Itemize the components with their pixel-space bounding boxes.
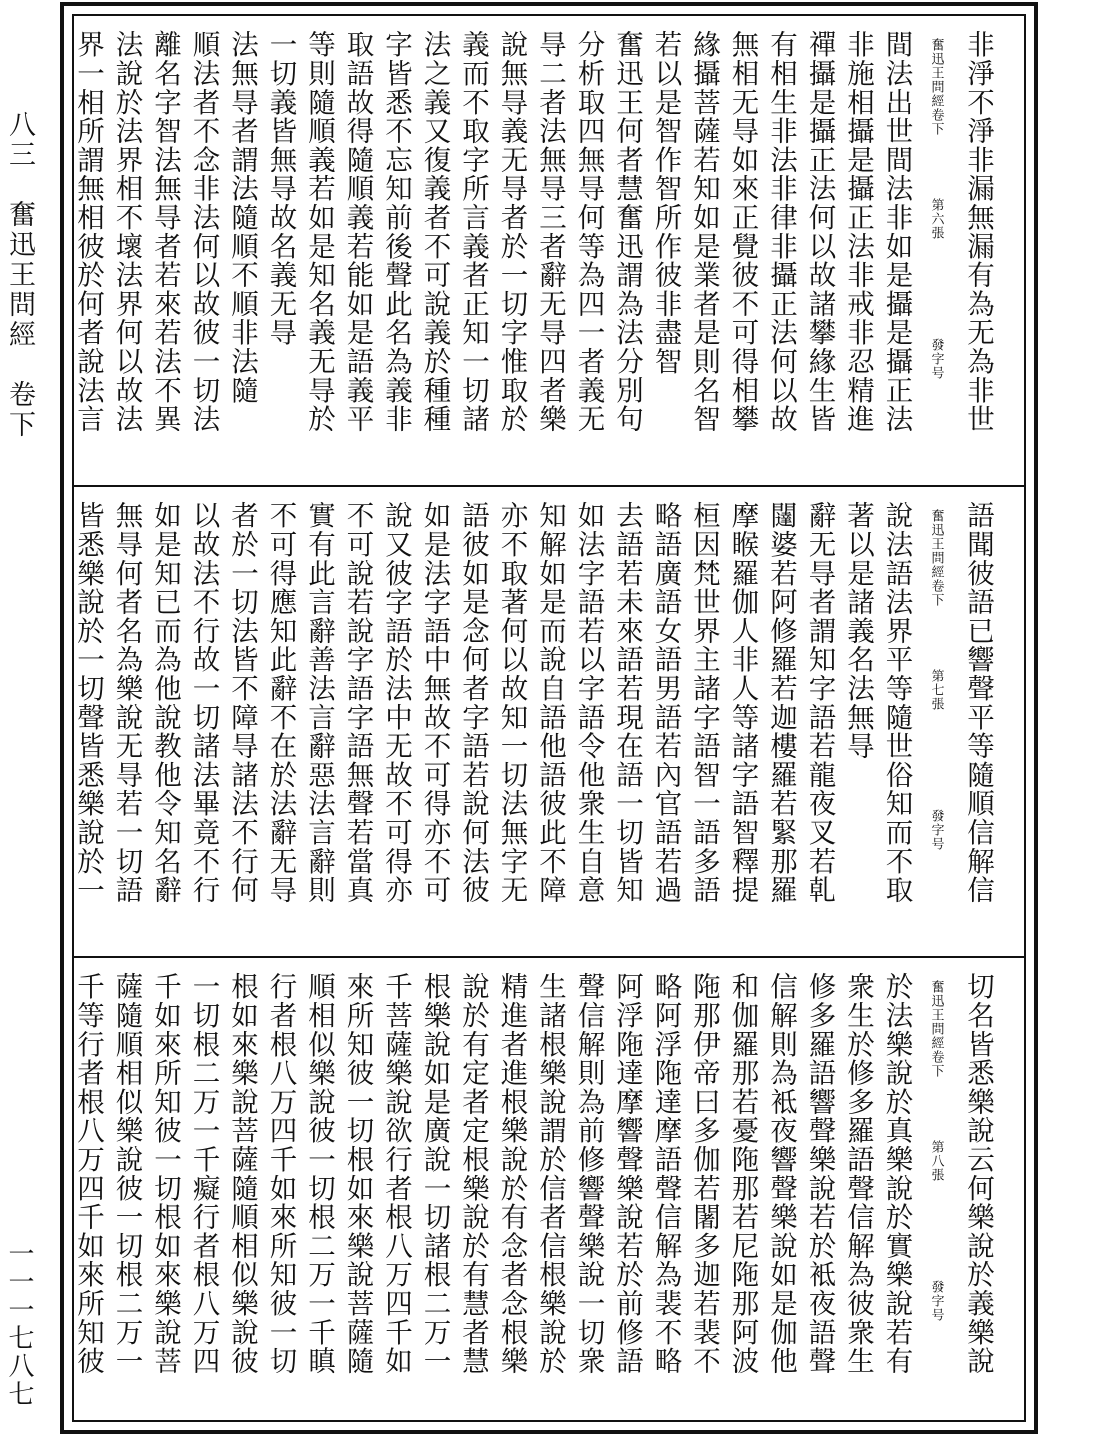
text-column: 如是法字語中無故不可得亦不可 [418, 501, 451, 905]
text-column: 如法字語若以字語令他衆生自意 [572, 501, 605, 905]
text-column: 離名字智法無㝵者若來若法不異 [149, 30, 181, 434]
side-margin-page-number: 一一一七八七 [4, 1240, 34, 1408]
text-column: 實有此言辭善法言辭惡法言辭則 [303, 501, 335, 905]
text-column: 不可得應知此辭不在於法辭无㝵 [264, 501, 297, 905]
text-column: 去語若未來語若現在語一切皆知 [611, 501, 643, 905]
text-column: 闥婆若阿修羅若迦樓羅若緊那羅 [765, 501, 797, 905]
panel-header [920, 38, 954, 458]
text-column: 信解則為袛夜響聲樂說如是伽他 [765, 972, 797, 1376]
text-column: 非施相攝是攝正法非戒非忍精進 [842, 30, 874, 434]
panel-header [920, 980, 954, 1400]
text-column: 說無㝵義无㝵者於一切字惟取於 [495, 30, 528, 434]
text-column: 根樂說如是廣說一切諸根二万一 [418, 972, 451, 1376]
text-column: 聲信解則為前修響聲樂說一切衆 [572, 972, 605, 1376]
panel-header-leaf: 第七張 [928, 669, 944, 711]
text-column: 禪攝是攝正法何以故諸攀緣生皆 [803, 30, 836, 434]
text-column: 亦不取著何以故知一切法無字无 [495, 501, 528, 905]
text-column: 根如來樂說菩薩隨順相似樂說彼 [226, 972, 258, 1376]
text-panel-1 [74, 16, 1024, 485]
text-column: 薩隨順相似樂說彼一切根二万一 [110, 972, 143, 1376]
text-column: 著以是諸義名法無㝵 [842, 501, 874, 761]
text-column: 字皆悉不忘知前後聲此名為義非 [380, 30, 412, 434]
text-column: 法無㝵者謂法隨順不順非法隨 [226, 30, 258, 405]
text-column: 知解如是而說自語他語彼此不障 [534, 501, 566, 905]
text-column: 和伽羅那若憂陁那若尼陁那阿波 [726, 972, 759, 1376]
text-column: 㝵二者法無㝵三者辭无㝵四者樂 [534, 30, 566, 434]
panel-header [920, 509, 954, 929]
text-column: 不可說若說字語字語無聲若當真 [341, 501, 374, 905]
text-column: 略阿浮陁達摩語聲信解為裴不略 [649, 972, 682, 1376]
text-column: 取語故得隨順義若能如是語義平 [341, 30, 374, 434]
panel-header-title: 奮迅王問經卷下 [928, 509, 944, 607]
text-column: 法說於法界相不壞法界何以故法 [110, 30, 143, 434]
panel-header-mark: 發字号 [928, 809, 944, 851]
text-column: 分析取四無㝵何等為四一者義无 [572, 30, 605, 434]
text-column: 皆悉樂說於一切聲皆悉樂說於一 [72, 501, 104, 905]
text-column: 千如來所知彼一切根如來樂說菩 [149, 972, 181, 1376]
text-column: 法之義又復義者不可說義於種種 [418, 30, 451, 434]
text-column: 無相无㝵如來正覺彼不可得相攀 [726, 30, 759, 434]
text-column: 摩睺羅伽人非人等諸字語智釋提 [726, 501, 759, 905]
text-column: 有相生非法非律非攝正法何以故 [765, 30, 797, 434]
panel-header-title: 奮迅王問經卷下 [928, 38, 944, 136]
text-column: 間法出世間法非如是攝是攝正法 [880, 30, 913, 434]
text-column: 奮迅王何者慧奮迅謂為法分別句 [611, 30, 643, 434]
text-column: 順法者不念非法何以故彼一切法 [187, 30, 220, 434]
text-column: 略語廣語女語男語若內官語若過 [649, 501, 682, 905]
text-column: 等則隨順義若如是知名義无㝵於 [303, 30, 335, 434]
text-column: 千菩薩樂說欲行者根八万四千如 [380, 972, 412, 1376]
page-inner-frame [72, 14, 1026, 1422]
text-column: 桓因梵世界主諸字語智一語多語 [688, 501, 720, 905]
text-column: 說又彼字語於法中无故不可得亦 [380, 501, 412, 905]
text-column: 語彼如是念何者字語若說何法彼 [457, 501, 489, 905]
text-column: 衆生於修多羅語聲信解為彼衆生 [842, 972, 874, 1376]
text-column: 如是知已而為他說教他令知名辭 [149, 501, 181, 905]
text-column: 修多羅語響聲樂說若於袛夜語聲 [803, 972, 836, 1376]
text-column: 若以是智作智所作彼非盡智 [649, 30, 682, 376]
text-column: 順相似樂說彼一切根二万一千瞋 [303, 972, 335, 1376]
text-column: 辭无㝵者謂知字語若龍夜叉若乹 [803, 501, 836, 905]
panel-header-leaf: 第六張 [928, 198, 944, 240]
text-column: 精進者進根樂說於有念者念根樂 [495, 972, 528, 1376]
panel-header-title: 奮迅王問經卷下 [928, 980, 944, 1078]
panel-header-mark: 發字号 [928, 338, 944, 380]
text-column: 一切義皆無㝵故名義无㝵 [264, 30, 297, 347]
text-panel-3 [74, 956, 1024, 1428]
text-column: 緣攝菩薩若知如是業者是則名智 [688, 30, 720, 434]
panel-header-mark: 發字号 [928, 1280, 944, 1322]
text-column: 來所知彼一切根如來樂說菩薩隨 [341, 972, 374, 1376]
text-column: 義而不取字所言義者正知一切諸 [457, 30, 489, 434]
text-column: 於法樂說於真樂說於實樂說若有 [880, 972, 913, 1376]
text-column: 非淨不淨非漏無漏有為无為非世 [962, 30, 994, 434]
panel-header-leaf: 第八張 [928, 1140, 944, 1182]
text-column: 語聞彼語已響聲平等隨順信解信 [962, 501, 994, 905]
text-panel-2 [74, 485, 1024, 956]
text-column: 行者根八万四千如來所知彼一切 [264, 972, 297, 1376]
text-column: 無㝵何者名為樂說无㝵若一切語 [110, 501, 143, 905]
text-column: 以故法不行故一切諸法畢竟不行 [187, 501, 220, 905]
text-column: 切名皆悉樂說云何樂說於義樂說 [962, 972, 994, 1376]
text-column: 說法語法界平等隨世俗知而不取 [880, 501, 913, 905]
text-column: 阿浮陁達摩響聲樂說若於前修語 [611, 972, 643, 1376]
text-column: 說於有定者定根樂說於有慧者慧 [457, 972, 489, 1376]
text-column: 界一相所謂無相彼於何者說法言 [72, 30, 104, 434]
text-column: 生諸根樂說謂於信者信根樂說於 [534, 972, 566, 1376]
page-frame [60, 2, 1038, 1434]
text-column: 者於一切法皆不障㝵諸法不行何 [226, 501, 258, 905]
side-margin-title: 八三 奮迅王問經 卷下 [4, 110, 35, 440]
text-column: 千等行者根八万四千如來所知彼 [72, 972, 104, 1376]
text-column: 陁那伊帝曰多伽若闍多迦若裴不 [688, 972, 720, 1376]
text-column: 一切根二万一千癡行者根八万四 [187, 972, 220, 1376]
